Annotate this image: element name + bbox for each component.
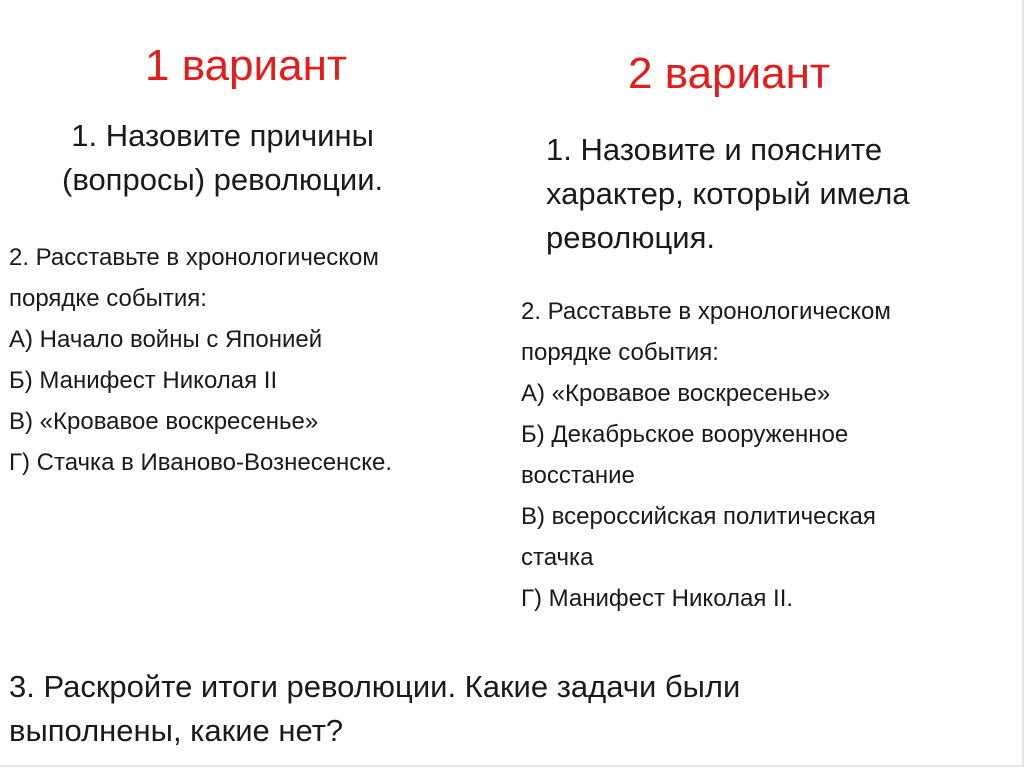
question-line: 1. Назовите причины bbox=[71, 118, 374, 153]
event-item: В) «Кровавое воскресенье» bbox=[9, 408, 319, 435]
event-item: А) Начало войны с Японией bbox=[9, 326, 323, 353]
question-line: 2. Расставьте в хронологическом bbox=[9, 244, 379, 271]
event-item: Г) Стачка в Иваново-Вознесенске. bbox=[9, 449, 393, 476]
question-line: 2. Расставьте в хронологическом bbox=[521, 298, 891, 325]
variant-1-question-2 bbox=[9, 237, 392, 483]
question-line: (вопросы) революции. bbox=[62, 162, 384, 197]
question-line: характер, который имела bbox=[546, 176, 910, 211]
event-item: В) всероссийская политическая bbox=[521, 503, 876, 530]
variant-1-title: 1 вариант bbox=[145, 41, 348, 90]
question-line: 3. Раскройте итоги революции. Какие задачи были bbox=[9, 669, 741, 704]
event-item: стачка bbox=[521, 544, 594, 571]
question-line: порядке события: bbox=[9, 285, 207, 312]
event-item: Б) Декабрьское вооруженное bbox=[521, 421, 849, 448]
variant-2-question-1 bbox=[546, 128, 910, 260]
question-3 bbox=[9, 665, 740, 753]
question-line: порядке события: bbox=[521, 339, 719, 366]
event-item: А) «Кровавое воскресенье» bbox=[521, 380, 831, 407]
question-line: 1. Назовите и поясните bbox=[546, 132, 883, 167]
event-item: Г) Манифест Николая II. bbox=[521, 585, 794, 612]
question-line: революция. bbox=[546, 220, 715, 255]
variant-2-question-2 bbox=[521, 291, 891, 619]
event-item: Б) Манифест Николая II bbox=[9, 367, 278, 394]
event-item: восстание bbox=[521, 462, 635, 489]
question-line: выполнены, какие нет? bbox=[9, 713, 344, 748]
variant-1-question-1 bbox=[62, 114, 383, 202]
variant-2-title: 2 вариант bbox=[628, 49, 831, 98]
